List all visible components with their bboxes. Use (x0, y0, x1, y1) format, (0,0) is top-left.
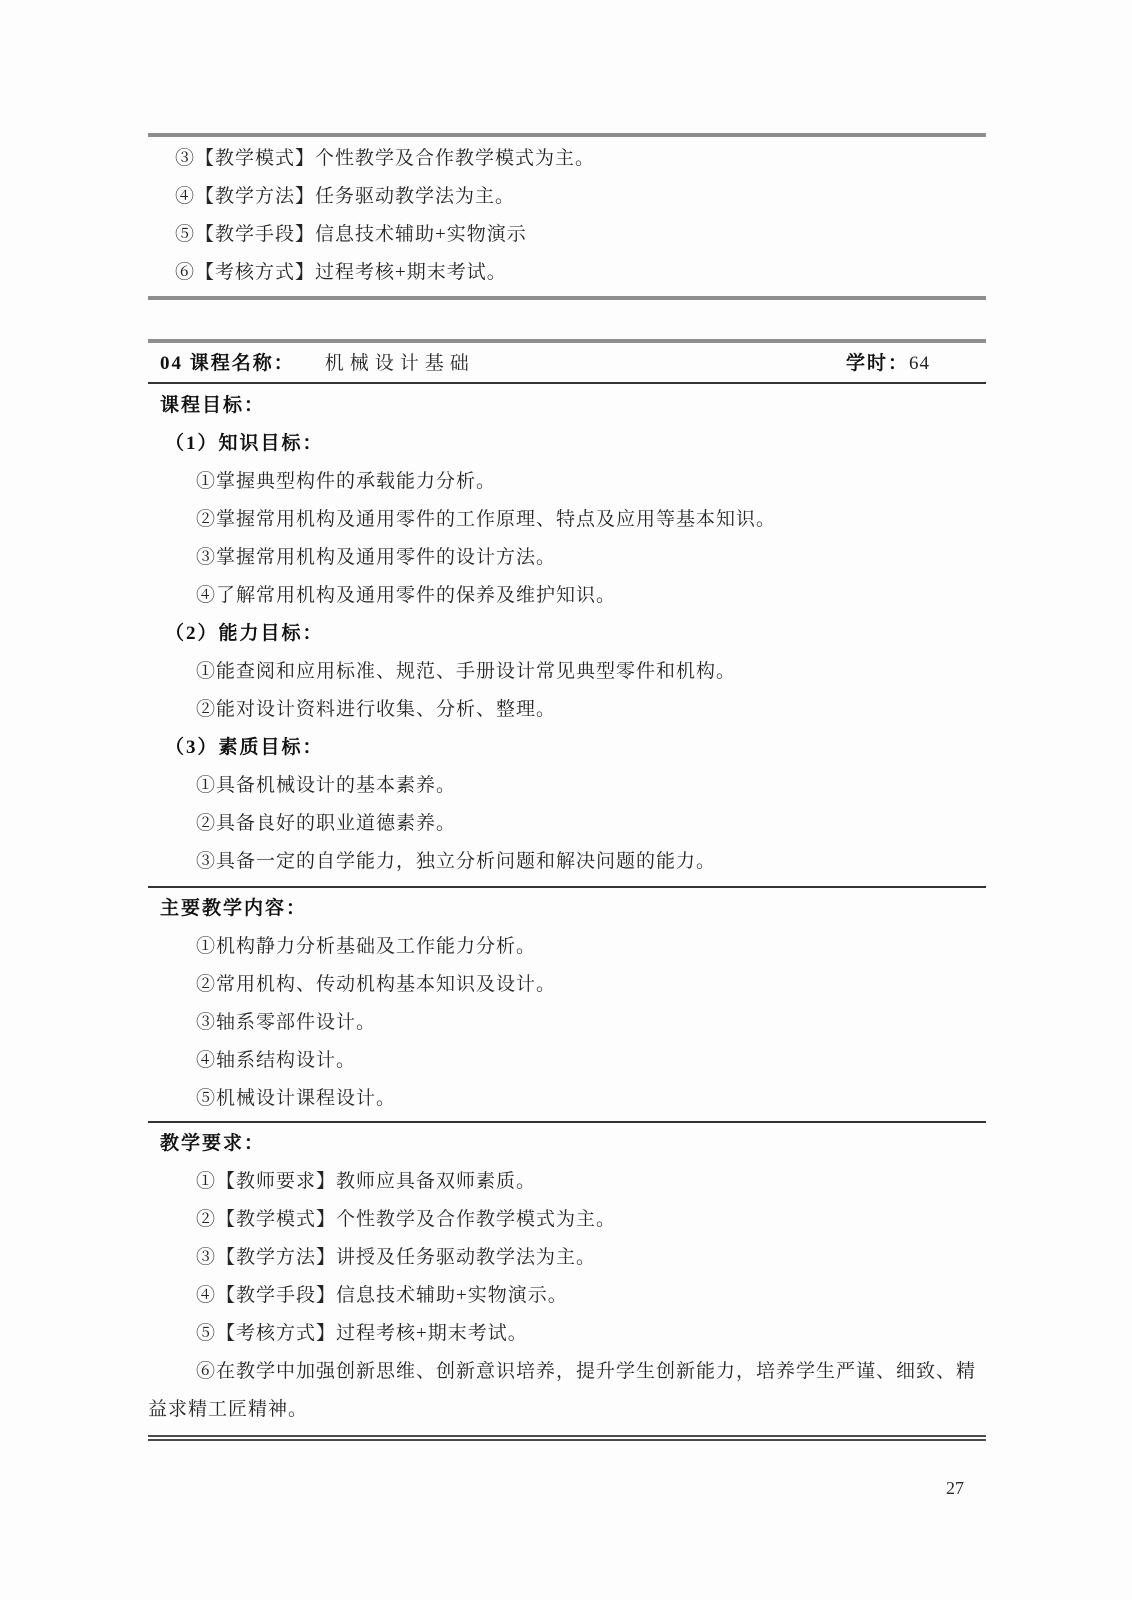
hours-label: 学时： (846, 353, 910, 374)
requirement-item: ⑤【教学手段】信息技术辅助+实物演示 (175, 224, 527, 245)
content-item: ②常用机构、传动机构基本知识及设计。 (196, 974, 557, 995)
requirement-item: ④【教学方法】任务驱动教学法为主。 (175, 186, 516, 207)
objective-item: ①能查阅和应用标准、规范、手册设计常见典型零件和机构。 (196, 661, 737, 682)
course-hours (846, 343, 930, 385)
objectives-title: 课程目标： (160, 395, 266, 416)
content-item: ⑤机械设计课程设计。 (196, 1088, 397, 1109)
teaching-content-section (148, 888, 986, 1123)
requirement-item: ⑤【考核方式】过程考核+期末考试。 (196, 1323, 528, 1344)
requirement-item: ③【教学模式】个性教学及合作教学模式为主。 (175, 148, 596, 169)
page-number: 27 (946, 1478, 964, 1498)
requirement-item: ⑥在教学中加强创新思维、创新意识培养，提升学生创新能力，培养学生严谨、细致、精益求精工匠精神。 (148, 1361, 977, 1420)
requirement-item: ②【教学模式】个性教学及合作教学模式为主。 (196, 1209, 617, 1230)
knowledge-goals-title: （1）知识目标： (165, 433, 324, 454)
requirement-item: ④【教学手段】信息技术辅助+实物演示。 (196, 1285, 568, 1306)
requirement-item: ③【教学方法】讲授及任务驱动教学法为主。 (196, 1247, 597, 1268)
course-number-label: 04 课程名称： (160, 353, 295, 374)
objective-item: ①掌握典型构件的承载能力分析。 (196, 471, 497, 492)
course-objectives-section (148, 384, 986, 888)
teaching-content-title: 主要教学内容： (160, 898, 308, 919)
course-04-table (148, 339, 986, 1441)
requirement-item: ①【教师要求】教师应具备双师素质。 (196, 1171, 537, 1192)
objective-item: ②能对设计资料进行收集、分析、整理。 (196, 699, 557, 720)
objective-item: ③掌握常用机构及通用零件的设计方法。 (196, 547, 557, 568)
ability-goals-title: （2）能力目标： (165, 623, 324, 644)
content-item: ①机构静力分析基础及工作能力分析。 (196, 936, 537, 957)
objective-item: ④了解常用机构及通用零件的保养及维护知识。 (196, 585, 617, 606)
objective-item: ③具备一定的自学能力，独立分析问题和解决问题的能力。 (196, 851, 717, 872)
teaching-requirements-title: 教学要求： (160, 1133, 266, 1154)
objective-item: ②具备良好的职业道德素养。 (196, 813, 457, 834)
hours-value: 64 (909, 353, 931, 374)
teaching-requirements-continued-table (148, 133, 986, 300)
quality-goals-title: （3）素质目标： (165, 737, 324, 758)
requirement-item: ⑥【考核方式】过程考核+期末考试。 (175, 262, 507, 283)
content-item: ③轴系零部件设计。 (196, 1012, 377, 1033)
content-item: ④轴系结构设计。 (196, 1050, 357, 1071)
course-name: 机械设计基础 (324, 353, 475, 374)
objective-item: ②掌握常用机构及通用零件的工作原理、特点及应用等基本知识。 (196, 509, 777, 530)
course-header-row (148, 343, 986, 384)
teaching-requirements-section (148, 1123, 986, 1435)
objective-item: ①具备机械设计的基本素养。 (196, 775, 457, 796)
